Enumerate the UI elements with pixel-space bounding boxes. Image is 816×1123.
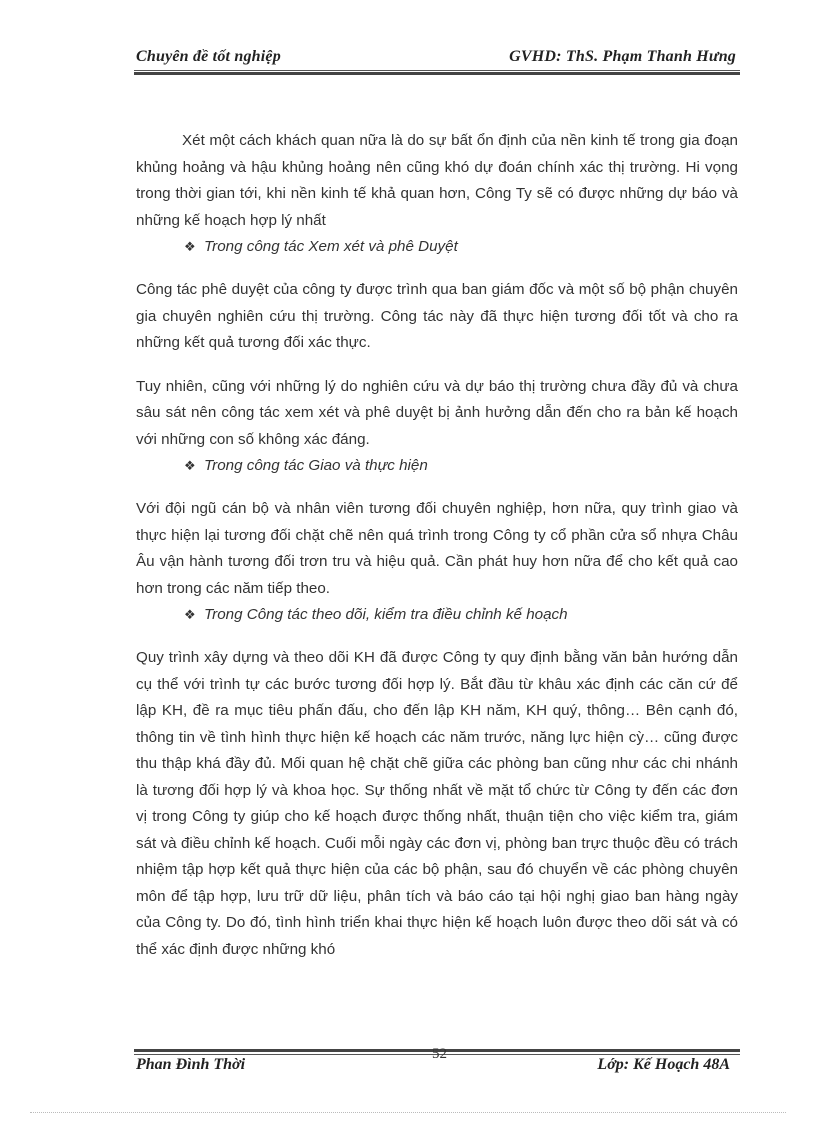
bullet-heading-monitor xyxy=(136,602,738,628)
paragraph-3: Tuy nhiên, cũng với những lý do nghiên cứu và dự báo thị trường chưa đầy đủ và chưa sâu sát nên công tác xem xét và phê duyệt bị ảnh hưởng dẫn đến cho ra bản kế hoạch với những con số không xác đáng. xyxy=(136,377,738,448)
page-bottom-divider xyxy=(30,1112,786,1113)
header-title: Chuyên đề tốt nghiệp xyxy=(136,48,281,65)
page-header xyxy=(134,48,740,72)
header-advisor: GVHD: ThS. Phạm Thanh Hưng xyxy=(509,48,736,65)
bullet-text: Trong công tác Giao và thực hiện xyxy=(204,457,428,474)
diamond-bullet-icon: ❖ xyxy=(184,607,196,622)
bullet-heading-assign xyxy=(136,453,738,479)
footer-author: Phan Đình Thời xyxy=(136,1056,246,1073)
page-footer xyxy=(134,1046,740,1080)
bullet-heading-review xyxy=(136,234,738,260)
paragraph-4: Với đội ngũ cán bộ và nhân viên tương đối chuyên nghiệp, hơn nữa, quy trình giao và thực hiện lại tương đối chặt chẽ nên quá trình trong Công ty cổ phần cửa sổ nhựa Châu Âu vận hành tương đối trơn tru và hiệu quả. Cần phát huy hơn nữa để cho kết quả cao hơn trong các năm tiếp theo. xyxy=(136,500,738,597)
page-number: 52 xyxy=(432,1046,447,1062)
footer-class: Lớp: Kế Hoạch 48A xyxy=(597,1056,730,1073)
diamond-bullet-icon: ❖ xyxy=(184,239,196,254)
paragraph-5: Quy trình xây dựng và theo dõi KH đã được Công ty quy định bằng văn bản hướng dẫn cụ thể với trình tự các bước tương đối hợp lý. Bắt đầu từ khâu xác định các căn cứ để lập KH, đề ra mục tiêu phấn đấu, cho đến lập KH năm, KH quý, thông… Bên cạnh đó, thông tin về tình hình thực hiện kế hoạch các năm trước, năng lực hiện cỳ… cũng được thu thập khá đầy đủ. Mối quan hệ chặt chẽ giữa các phòng ban cũng như các chi nhánh là tương đối hợp lý và khoa học. Sự thống nhất về mặt tổ chức từ Công ty đến các đơn vị trong Công ty giúp cho kế hoạch được thống nhất, thuận tiện cho việc kiểm tra, giám sát và điều chỉnh kế hoạch. Cuối mỗi ngày các đơn vị, phòng ban trực thuộc đều có trách nhiệm tập hợp kết quả thực hiện của các bộ phận, sau đó chuyển về các phòng chuyên môn để tập hợp, lưu trữ dữ liệu, phân tích và báo cáo tại hội nghị giao ban hàng ngày của Công ty. Do đó, tình hình triển khai thực hiện kế hoạch luôn được theo dõi sát và có thể xác định được những khó xyxy=(136,649,738,958)
header-rule-thin xyxy=(134,70,740,71)
paragraph-1: Xét một cách khách quan nữa là do sự bất ổn định của nền kinh tế trong gia đoạn khủng hoảng và hậu khủng hoảng nên cũng khó dự đoán chính xác thị trường. Hi vọng trong thời gian tới, khi nền kinh tế khả quan hơn, Công Ty sẽ có được những dự báo và những kế hoạch hợp lý nhất xyxy=(136,132,738,229)
header-rule-thick xyxy=(134,72,740,75)
page-body xyxy=(136,128,738,963)
diamond-bullet-icon: ❖ xyxy=(184,458,196,473)
bullet-text: Trong Công tác theo dõi, kiểm tra điều chỉnh kế hoạch xyxy=(204,606,568,623)
paragraph-2: Công tác phê duyệt của công ty được trình qua ban giám đốc và một số bộ phận chuyên gia chuyên nghiên cứu thị trường. Công tác này đã thực hiện tương đối tốt và cho ra những kết quả tương đối xác thực. xyxy=(136,281,738,351)
bullet-text: Trong công tác Xem xét và phê Duyệt xyxy=(204,238,458,255)
